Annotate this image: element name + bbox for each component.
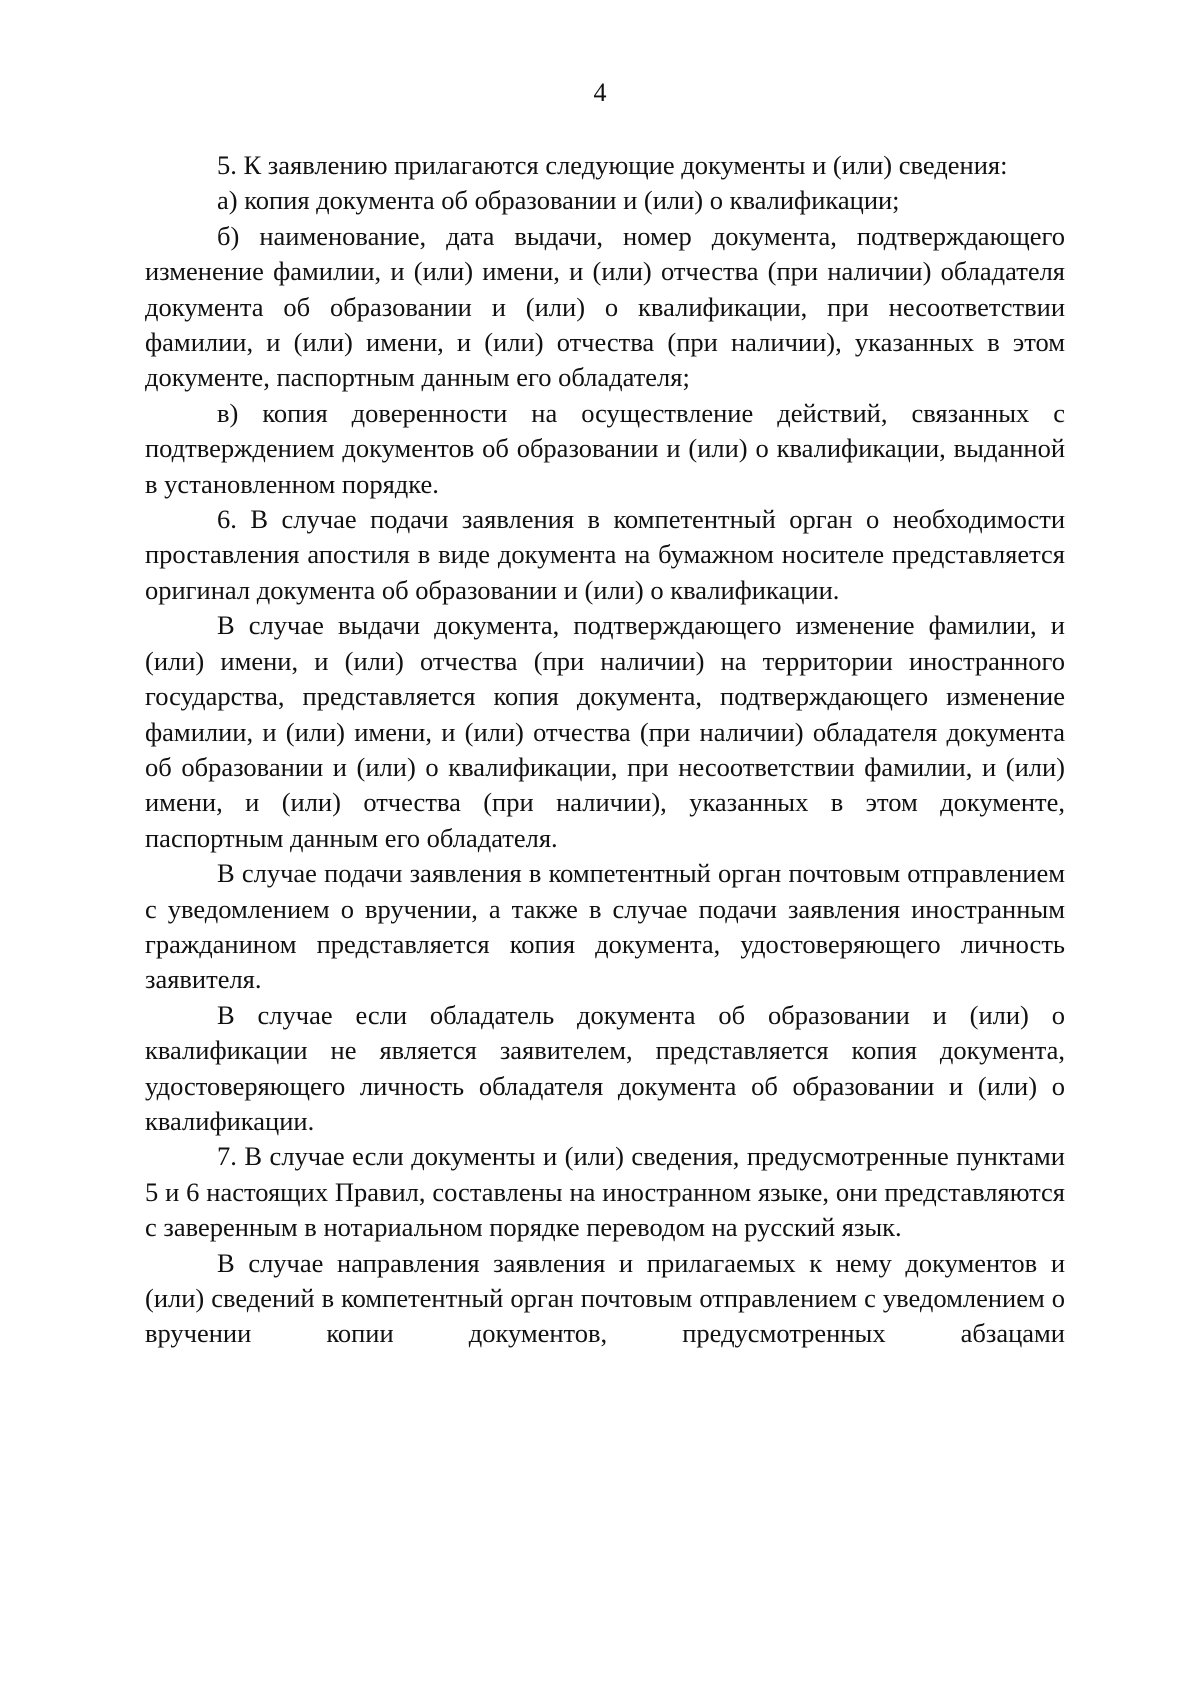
paragraph-item-5a: а) копия документа об образовании и (или) о квалификации; [217, 185, 900, 216]
paragraph-postal-copies: В случае направления заявления и прилагаемых к нему документов и (или) сведений в компетентный орган почтовым отправлением с уведомлением о вручении копии документов, предусмотренных абзацами [145, 1247, 1065, 1349]
paragraph-item-7: 7. В случае если документы и (или) сведения, предусмотренные пунктами 5 и 6 настоящих Правил, составлены на иностранном языке, они представляются с заверенным в нотариальном порядке переводом на русский язык. [145, 1141, 1065, 1243]
paragraph-item-5b: б) наименование, дата выдачи, номер документа, подтверждающего изменение фамилии, и (или) имени, и (или) отчества (при наличии) обладателя документа об образовании и (или) о квалификации, при несоответствии фамилии, и (или) имени, и (или) отчества (при наличии), указанных в этом документе, паспортным данным его обладателя; [145, 220, 1065, 393]
paragraph-item-5-intro: 5. К заявлению прилагаются следующие документы и (или) сведения: [217, 150, 1008, 180]
document-body [145, 148, 1065, 1352]
page-number: 4 [593, 78, 607, 107]
paragraph-holder-not-applicant: В случае если обладатель документа об образовании и (или) о квалификации не является заявителем, представляется копия документа, удостоверяющего личность обладателя документа об образовании и (или) о квалификации. [145, 999, 1065, 1136]
paragraph-foreign-name-change: В случае выдачи документа, подтверждающего изменение фамилии, и (или) имени, и (или) отчества (при наличии) на территории иностранного государства, представляется копия документа, подтверждающего изменение фамилии, и (или) имени, и (или) отчества (при наличии) обладателя документа об образовании и (или) о квалификации, при несоответствии фамилии, и (или) имени, и (или) отчества (при наличии), указанных в этом документе, паспортным данным его обладателя. [145, 610, 1065, 853]
paragraph-item-6: 6. В случае подачи заявления в компетентный орган о необходимости проставления апостиля в виде документа на бумажном носителе представляется оригинал документа об образовании и (или) о квалификации. [145, 504, 1065, 605]
paragraph-item-5v: в) копия доверенности на осуществление действий, связанных с подтверждением документов об образовании и (или) о квалификации, выданной в установленном порядке. [145, 397, 1065, 499]
paragraph-postal-submission: В случае подачи заявления в компетентный орган почтовым отправлением с уведомлением о вручении, а также в случае подачи заявления иностранным гражданином представляется копия документа, удостоверяющего личность заявителя. [145, 858, 1065, 995]
